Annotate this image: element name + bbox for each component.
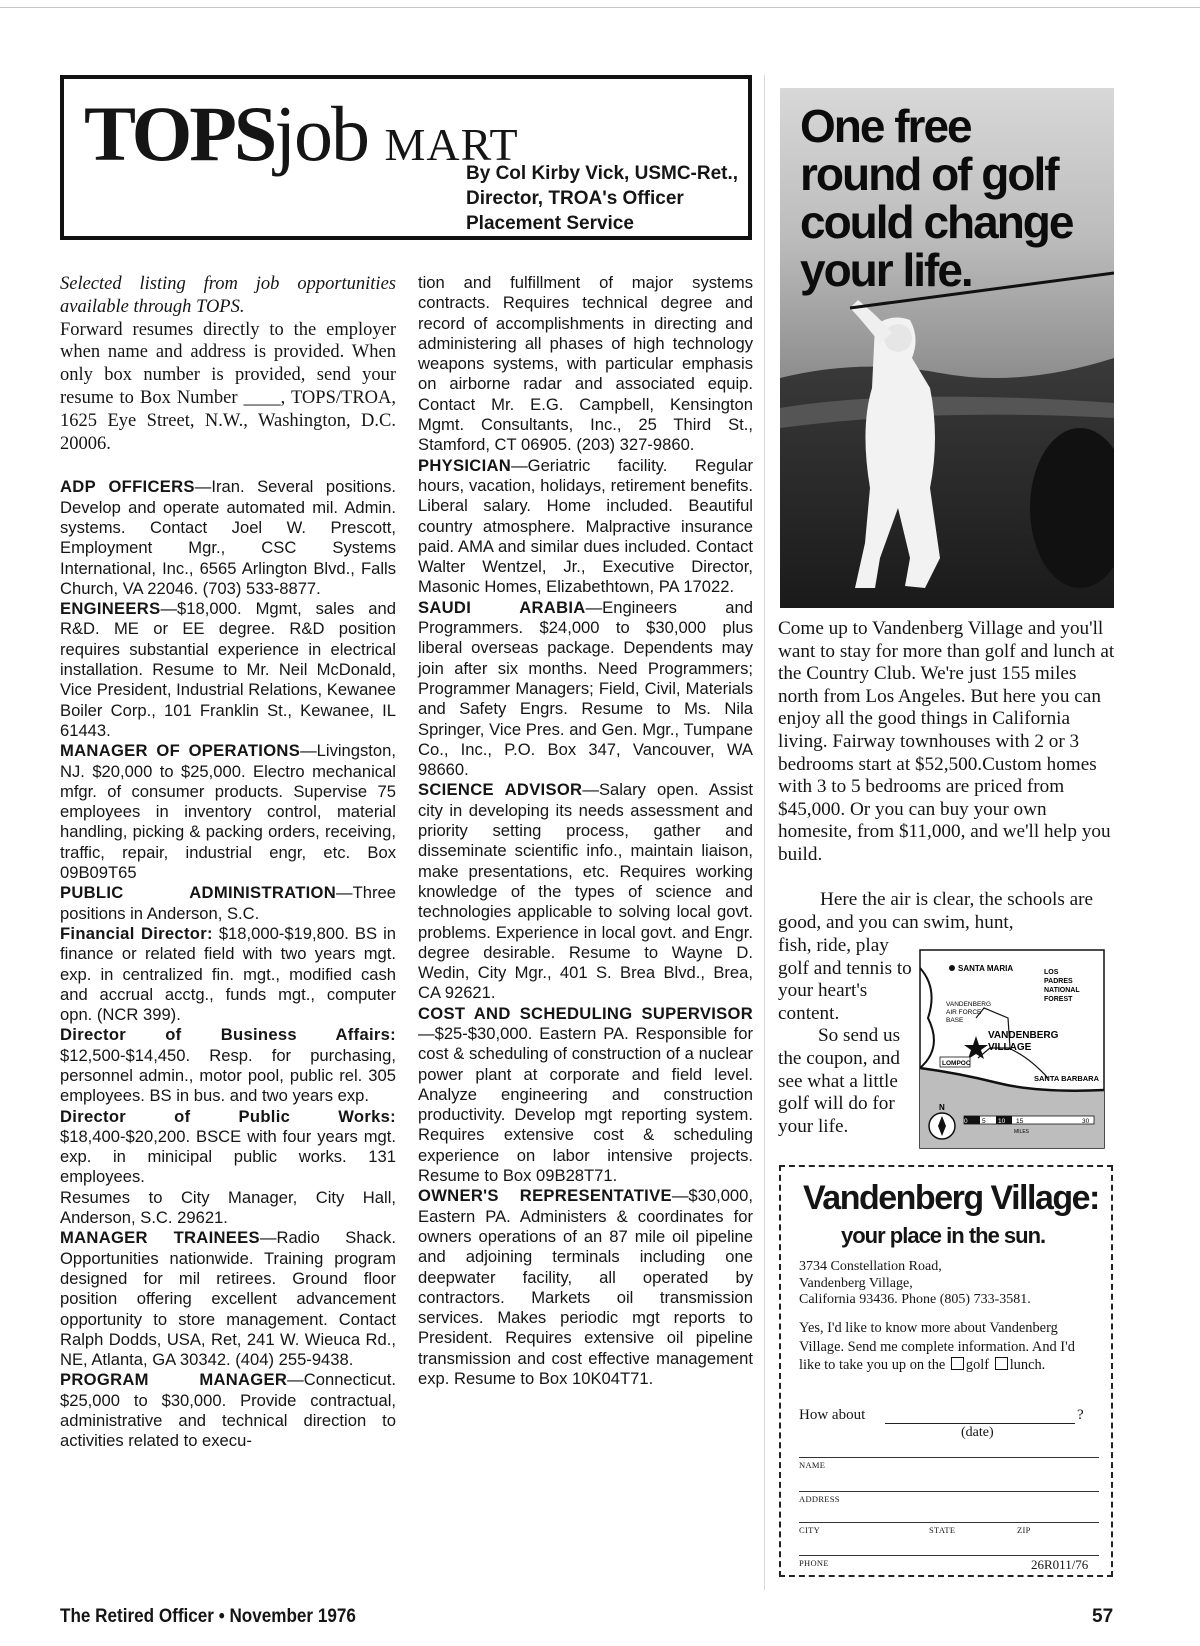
job-listing-text: $12,500-$14,450. Resp. for purchasing, personnel admin., motor pool, public rel. 305 employees. BS in bus. and two years exp. (60, 1045, 396, 1106)
job-listing-heading: PHYSICIAN (418, 455, 512, 475)
phone-label: PHONE (799, 1558, 829, 1568)
job-listing (418, 780, 753, 1003)
job-listing (60, 1025, 396, 1106)
map-label-village: VANDENBERG (988, 1030, 1059, 1041)
job-listing-text: —Livingston, NJ. $20,000 to $25,000. Electro mechanical mfgr. of consumer products. Supervise 75 employees in inventory control, material handling, picking & packing orders, receiving, traffic, repair, industrial engr, etc. Box 09B09T65 (60, 741, 396, 883)
byline-line: Director, TROA's Officer (466, 188, 684, 209)
date-field[interactable] (885, 1423, 1075, 1424)
city-label: CITY (799, 1525, 821, 1535)
coupon-address (799, 1259, 1099, 1309)
job-listing-heading: OWNER'S REPRESENTATIVE (418, 1186, 672, 1206)
job-listing-heading: MANAGER OF OPERATIONS (60, 741, 301, 761)
intro-italic: Selected listing from job opportunities available through TOPS. (60, 274, 396, 317)
footer-publication: The Retired Officer (60, 1606, 214, 1627)
job-listing-text: —$18,000. Mgmt, sales and R&D. ME or EE degree. R&D position requires substantial experience in electrical installation. Resume to Mr. Neil McDonald, Vice President, Industrial Relations, Kewanee Boiler Corp., 101 Franklin St., Kewanee, IL 61443. (60, 599, 396, 740)
lunch-option-label: lunch. (1009, 1357, 1046, 1374)
map-scale-unit: MILES (1014, 1129, 1030, 1135)
how-about-question: ? (1077, 1407, 1084, 1423)
intro (60, 273, 396, 455)
top-rule (0, 7, 1200, 8)
job-listing-heading: PUBLIC ADMINISTRATION (60, 883, 337, 903)
coupon-title: Vandenberg Village: (803, 1179, 1099, 1217)
masthead-title-tops: TOPS (84, 90, 275, 177)
intro-text: Forward resumes directly to the employer when name and address is provided. When only box number is provided, send your resume to Box Number ____, TOPS/TROA, 1625 Eye Street, N.W., Washington, D.C. 20006. (60, 319, 396, 454)
name-field[interactable] (799, 1457, 1099, 1458)
job-listing-text: —Iran. Several positions. Develop and operate automated mil. Admin. systems. Contact Joel W. Prescott, Employment Mgr., CSC Systems International, Inc., 6565 Arlington Blvd., Falls Church, VA 22046. (703) 533-8877. (60, 477, 396, 598)
job-listing-heading: ENGINEERS (60, 599, 161, 619)
coupon-code: 26R011/76 (1031, 1557, 1089, 1572)
job-listing-heading: Director of Public Works: (60, 1106, 396, 1126)
footer-bullet: • (218, 1606, 225, 1627)
masthead-title (84, 89, 519, 190)
ad-headline-line: round of golf (800, 148, 1058, 200)
map-label-village: VILLAGE (988, 1042, 1032, 1053)
ad-headline-line: could change (800, 196, 1073, 248)
map-scale-label: 30 (1082, 1118, 1090, 1125)
footer-issue: November 1976 (229, 1606, 356, 1627)
map-label-santa-maria: SANTA MARIA (958, 964, 1014, 973)
phone-field[interactable] (799, 1555, 1099, 1556)
job-column-1 (60, 273, 396, 1452)
masthead-title-mart: MART (384, 119, 519, 170)
ad-body-3b: So send us the coupon, and see what a little golf will do for your life. (778, 1025, 901, 1137)
ad-body-2-text: Here the air is clear, the schools are good, and you can swim, hunt, (778, 889, 1094, 933)
ad-headline-line: your life. (800, 244, 972, 296)
job-listing-text: tion and fulfillment of major systems contracts. Requires technical degree and record of accomplishments in directing and administering all phases of high technology weapons systems, with particular emphasis on airborne radar and associated equip. Contact Mr. E.G. Campbell, Kensington Mgmt. Consultants, Inc., 25 Third St., Stamford, CT 06905. (203) 327-9860. (418, 273, 753, 455)
masthead-box (60, 75, 752, 240)
name-label: NAME (799, 1460, 826, 1470)
golf-option-label: golf (965, 1357, 990, 1374)
job-listing-text: $18,000-$19,800. BS in finance or related field with two years mgt. exp. in centralized fin. mgt., modified cash and accrual acctg., funds mgt., computer opn. (NCR 399). (60, 923, 396, 1025)
job-listing (418, 273, 753, 456)
lunch-checkbox[interactable] (995, 1357, 1008, 1370)
ad-body-3a: fish, ride, play golf and tennis to your heart's content. (778, 935, 912, 1024)
job-listing-text: —Connecticut. $25,000 to $30,000. Provide contractual, administrative and technical direction to activities related to execu- (60, 1370, 396, 1451)
map-dot-santa-maria (949, 965, 955, 971)
coupon-address-line: 3734 Constellation Road, (799, 1259, 942, 1274)
job-listing-text: —Geriatric facility. Regular hours, vacation, holidays, retirement benefits. Liberal salary. Home included. Beautiful country atmosphere. Malpractive insurance paid. AMA and similar dues included. Contact Walter Wentzel, Jr., Executive Director, Masonic Homes, Elizabethtown, PA 17022. (418, 455, 753, 597)
map-label-forest: PADRES (1044, 978, 1073, 985)
job-listing-heading: MANAGER TRAINEES (60, 1228, 260, 1248)
job-listing (418, 456, 753, 598)
job-listings-1 (60, 477, 396, 1451)
map-label-lompoc: LOMPOC (942, 1060, 971, 1067)
footer-publication-line (60, 1606, 356, 1628)
job-listing-text: —Engineers and Programmers. $24,000 to $30,000 plus liberal overseas package. Dependents may join after six months. Need Programmers; Programmer Managers; Field, Civil, Materials and Safety Engrs. Resume to Ms. Nila Springer, Vice Pres. and Gen. Mgr., Tumpane Co., Inc., P.O. Box 347, Vancouver, WA 98660. (418, 597, 753, 780)
job-listings-2 (418, 273, 753, 1389)
job-listing-text: —Three positions in Anderson, S.C. (60, 883, 396, 923)
job-column-2 (418, 273, 753, 1389)
job-listing-heading: COST AND SCHEDULING SUPERVISOR (418, 1003, 753, 1023)
job-listing-heading: SAUDI ARABIA (418, 597, 586, 617)
address-label: ADDRESS (799, 1494, 840, 1504)
map-label-afb: AIR FORCE (946, 1009, 982, 1016)
address-field[interactable] (799, 1491, 1099, 1492)
golf-checkbox[interactable] (951, 1357, 964, 1370)
zip-label: ZIP (1017, 1525, 1031, 1535)
map-label-forest: LOS (1044, 969, 1059, 976)
byline-line: By Col Kirby Vick, USMC-Ret., (466, 163, 739, 184)
map-compass-label: N (939, 1103, 945, 1112)
job-listing-text: $18,400-$20,200. BSCE with four years mgt. exp. in minicipal public works. 131 employees. (60, 1126, 396, 1187)
coupon[interactable] (779, 1165, 1113, 1577)
job-listing-text: —Salary open. Assist city in developing its needs assessment and priority setting process, gather and disseminate scientific info., maintain liaison, make presentations, etc. Requires working knowledge of the types of science and technologies applicable to solving local govt. problems. Experience in local govt. and Engr. degree desirable. Resume to Wayne D. Wedin, City Mgr., 401 S. Brea Blvd., Brea, CA 92621. (418, 780, 753, 1003)
ad-body: Come up to Vandenberg Village and you'll want to stay for more than golf and lunch at the Country Club. We're just 155 miles north from Los Angeles. But here you can enjoy all the good things in California living. Fairway townhouses with 2 or 3 bedrooms start at $52,500.Custom homes with 3 to 5 bedrooms are priced from $45,000. Or you can buy your own homesite, from $11,000, and we'll help you build. (778, 618, 1115, 865)
map-label-forest: NATIONAL (1044, 987, 1080, 994)
job-listing (60, 477, 396, 599)
map-label-forest: FOREST (1044, 996, 1073, 1003)
job-listing (418, 1186, 753, 1389)
map-label-afb: BASE (946, 1017, 964, 1024)
job-listing (60, 1107, 396, 1188)
map-scale-label: 5 (982, 1118, 986, 1125)
job-listing (60, 924, 396, 1025)
column-divider (764, 75, 765, 1590)
job-listing (418, 598, 753, 781)
job-listing-text: —$25-$30,000. Eastern PA. Responsible for cost & scheduling of construction of a nuclear power plant at corporate and field level. Analyze engineering and construction productivity. Develop mgt reporting system. Requires extensive cost & scheduling experience on labor intensive projects. Resume to Box 09B28T71. (418, 1023, 753, 1186)
map-scale-label: 10 (998, 1118, 1006, 1125)
job-listing (60, 599, 396, 741)
ad-headline (800, 102, 1072, 294)
coupon-text (799, 1319, 1099, 1375)
job-listing-text: Resumes to City Manager, City Hall, Anderson, S.C. 29621. (60, 1187, 396, 1228)
job-listing (60, 883, 396, 924)
job-listing (60, 741, 396, 883)
byline (466, 161, 738, 236)
date-label: (date) (961, 1425, 994, 1440)
coupon-address-line: California 93436. Phone (805) 733-3581. (799, 1292, 1031, 1307)
how-about-label: How about (799, 1407, 866, 1423)
coupon-text-body: Yes, I'd like to know more about Vandenberg Village. Send me complete information. And I'd like to take you up on the (799, 1320, 1075, 1374)
job-listing (60, 1228, 396, 1370)
job-listing-heading: Director of Business Affairs: (60, 1025, 396, 1045)
job-listing (60, 1370, 396, 1451)
page-number: 57 (1092, 1606, 1114, 1627)
city-state-zip-field[interactable] (799, 1522, 1099, 1523)
byline-line: Placement Service (466, 213, 634, 234)
job-listing-text: —Radio Shack. Opportunities nationwide. Training program designed for mil retirees. Ground floor position offering excellent advancement opportunity to store management. Contact Ralph Dodds, USA, Ret, 241 W. Wieuca Rd., NE, Atlanta, GA 30342. (404) 255-9438. (60, 1228, 396, 1370)
state-label: STATE (929, 1525, 956, 1535)
coupon-address-line: Vandenberg Village, (799, 1275, 913, 1291)
job-listing (418, 1004, 753, 1187)
map-scale-label: 0 (964, 1118, 968, 1125)
job-listing-heading: SCIENCE ADVISOR (418, 780, 583, 800)
ad-body-2 (778, 889, 1116, 934)
job-listing-heading: PROGRAM MANAGER (60, 1370, 288, 1390)
map-label-santa-barbara: SANTA BARBARA (1034, 1074, 1099, 1083)
ad-body-3 (778, 935, 918, 1138)
location-map (918, 948, 1106, 1150)
map-label-afb: VANDENBERG (946, 1001, 992, 1008)
masthead-title-job: job (274, 90, 368, 177)
coupon-subtitle: your place in the sun. (841, 1223, 1046, 1248)
job-listing-heading: ADP OFFICERS (60, 477, 195, 497)
map-scale-label: 15 (1016, 1118, 1024, 1125)
ad-headline-line: One free (800, 100, 971, 152)
job-listing-heading: Financial Director: (60, 923, 213, 943)
job-listing-text: —$30,000, Eastern PA. Administers & coordinates for owners operations of an 87 mile oil pipeline and adjoining terminals including one deepwater facility, all operated by contractors. Markets oil transmission services. Makes periodic mgt reports to President. Requires extensive oil pipeline transmission and cost effective management exp. Resume to Box 10K04T71. (418, 1186, 753, 1389)
job-listing (60, 1188, 396, 1229)
